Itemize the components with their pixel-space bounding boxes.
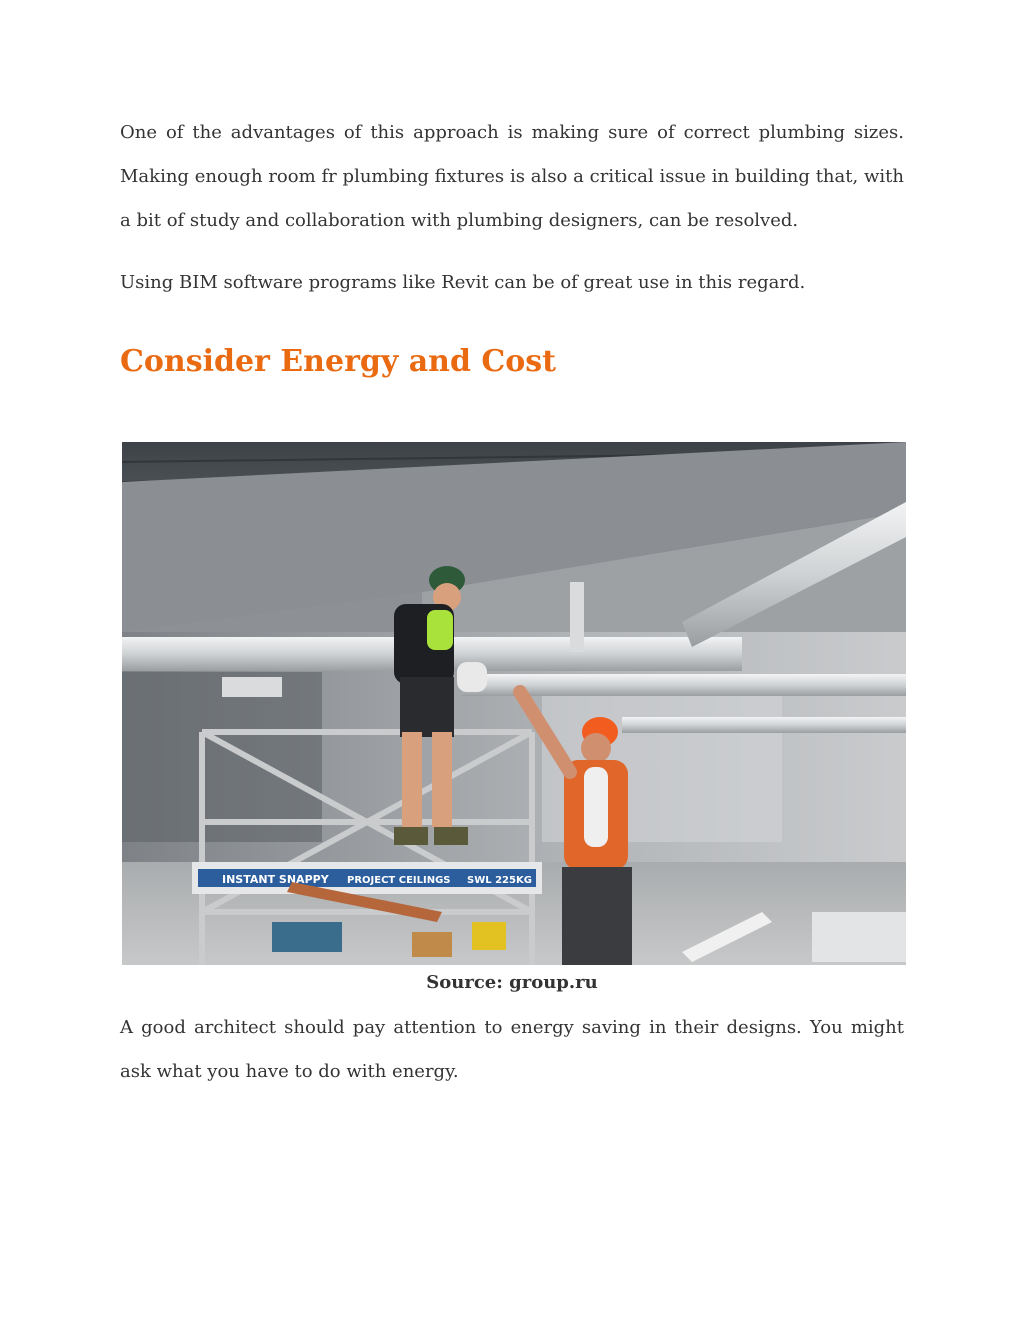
construction-photo	[122, 442, 906, 965]
paragraph-plumbing-sizes: One of the advantages of this approach is making sure of correct plumbing sizes. Making enough room fr plumbing fixtures is also a critical issue in building that, with a bit of study and collaboration with plumbing designers, can be resolved.	[120, 122, 904, 231]
scaffold-sign-right: SWL 225KG	[467, 875, 532, 886]
paragraph-bim-software: Using BIM software programs like Revit can be of great use in this regard.	[120, 272, 806, 293]
scaffold-sign-left: INSTANT SNAPPY	[222, 873, 329, 886]
scaffold-sign-middle: PROJECT CEILINGS	[347, 875, 451, 886]
paragraph-energy-saving: A good architect should pay attention to energy saving in their designs. You might ask what you have to do with energy.	[120, 1017, 904, 1082]
section-heading: Consider Energy and Cost	[120, 344, 557, 379]
image-caption: Source: group.ru	[426, 972, 598, 993]
